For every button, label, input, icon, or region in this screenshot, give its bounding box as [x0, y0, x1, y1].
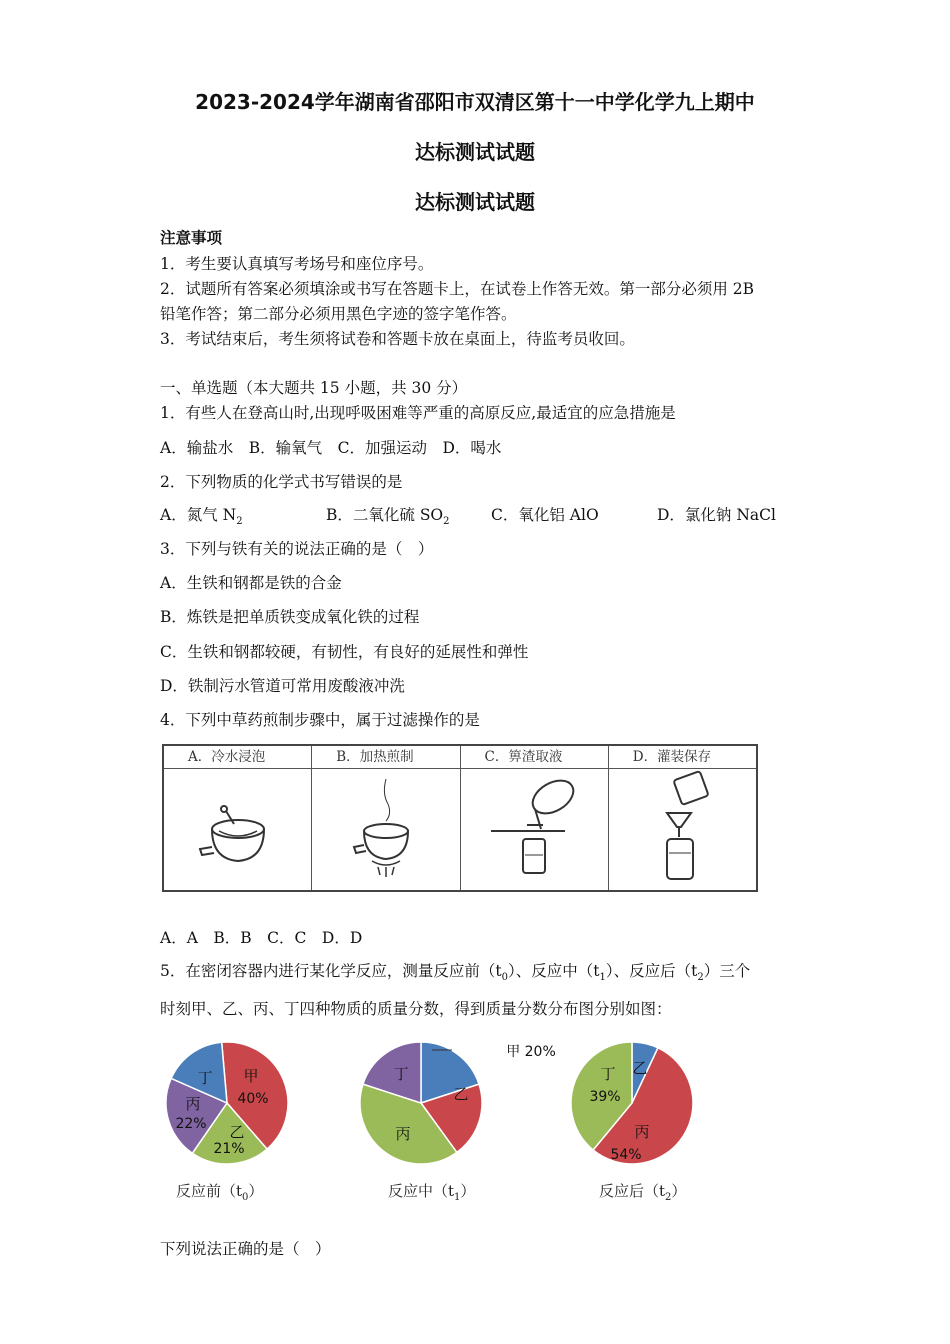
q2-option-d: D．氯化钠 NaCl [657, 506, 776, 524]
pie-caption-t2: 反应后$(t_2)$ [599, 1182, 687, 1203]
q4-stem: 4．下列中草药煎制步骤中，属于过滤操作的是 [160, 711, 480, 729]
q4-figure-table [162, 744, 758, 892]
q1-options: A．输盐水 B．输氧气 C．加强运动 D．喝水 [160, 439, 502, 457]
q4-cell-c [461, 746, 609, 890]
q2-option-b: B．二氧化硫 $SO_2$ [326, 506, 450, 528]
pie-value-label: 21% [213, 1141, 245, 1157]
pie-value-label: 39% [589, 1089, 621, 1105]
q3-option-b: B．炼铁是把单质铁变成氧化铁的过程 [160, 608, 420, 626]
notice-item-2: 2．试题所有答案必须填涂或书写在答题卡上，在试卷上作答无效。第一部分必须用 2B [160, 280, 755, 298]
q4-options: A．A B．B C．C D．D [160, 929, 363, 947]
pie-chart-t1 [354, 1036, 556, 1170]
section-heading: 一、单选题（本大题共 15 小题，共 30 分） [160, 379, 468, 397]
pie-name-label: 乙 [453, 1085, 469, 1103]
notice-item-3: 3．考试结束后，考生须将试卷和答题卡放在桌面上，待监考员收回。 [160, 330, 635, 348]
pot-heat-drawing [312, 769, 460, 889]
pie-name-label: 乙 [632, 1059, 648, 1077]
pie-name-label: 丙 [395, 1125, 411, 1143]
notice-item-1: 1．考生要认真填写考场号和座位序号。 [160, 255, 434, 273]
pie-name-label: 乙 [229, 1123, 245, 1141]
q5-follow: 下列说法正确的是（ ） [160, 1240, 331, 1258]
pie-value-label: 40% [237, 1091, 269, 1107]
q4-cell-c-label: C．箅渣取液 [461, 746, 608, 769]
exam-title-line2: 达标测试试题 [415, 140, 535, 164]
pie-chart-t0 [160, 1036, 294, 1170]
notice-item-2-cont: 铅笔作答；第二部分必须用黑色字迹的签字笔作答。 [160, 305, 517, 323]
q2-stem: 2．下列物质的化学式书写错误的是 [160, 473, 403, 491]
exam-title-line1: 2023-2024学年湖南省邵阳市双清区第十一中学化学九上期中 [195, 90, 755, 114]
pie-name-label: 丙 [185, 1095, 201, 1113]
pie-name-label: 丁 [197, 1069, 213, 1087]
q2-option-a: A．氮气 $N_2$ [160, 506, 243, 528]
pie-value-label: 54% [610, 1147, 642, 1163]
filter-drawing [461, 769, 609, 889]
pie-caption-t1: 反应中$(t_1)$ [388, 1182, 476, 1203]
q5-stem-line2: 时刻甲、乙、丙、丁四种物质的质量分数，得到质量分数分布图分别如图： [160, 1000, 672, 1018]
q3-option-c: C．生铁和钢都较硬，有韧性，有良好的延展性和弹性 [160, 643, 529, 661]
q3-option-a: A．生铁和钢都是铁的合金 [160, 574, 342, 592]
pie-value-label: 甲 20% [506, 1044, 556, 1060]
bottle-fill-drawing [609, 769, 757, 889]
q1-stem: 1．有些人在登高山时,出现呼吸困难等严重的高原反应,最适宜的应急措施是 [160, 404, 676, 422]
q4-cell-a [164, 746, 312, 890]
exam-title-line3: 达标测试试题 [415, 190, 535, 214]
q3-option-d: D．铁制污水管道可常用废酸液冲洗 [160, 677, 405, 695]
q4-cell-b-label: B．加热煎制 [312, 746, 459, 769]
q5-stem-line1: 5．在密闭容器内进行某化学反应，测量反应前$(t_0)$、反应中$(t_1)$、反应后$(t_2)$三个 [160, 962, 751, 984]
q4-cell-d-label: D．灌装保存 [609, 746, 756, 769]
q4-cell-b [312, 746, 460, 890]
q4-cell-a-label: A．冷水浸泡 [164, 746, 311, 769]
q4-cell-d [609, 746, 756, 890]
pie-chart-t2 [565, 1036, 699, 1170]
pie-name-label: 甲 [243, 1067, 259, 1085]
pie-value-label: 22% [175, 1116, 207, 1132]
q2-option-c: C．氧化铝 AlO [491, 506, 599, 524]
q3-stem: 3．下列与铁有关的说法正确的是（ ） [160, 540, 434, 558]
notice-heading: 注意事项 [160, 228, 223, 247]
pie-caption-t0: 反应前$(t_0)$ [176, 1182, 264, 1203]
pie-name-label: 丁 [393, 1065, 409, 1083]
pot-soak-drawing [164, 769, 312, 889]
pie-name-label: 丙 [634, 1123, 650, 1141]
pie-name-label: 丁 [600, 1065, 616, 1083]
